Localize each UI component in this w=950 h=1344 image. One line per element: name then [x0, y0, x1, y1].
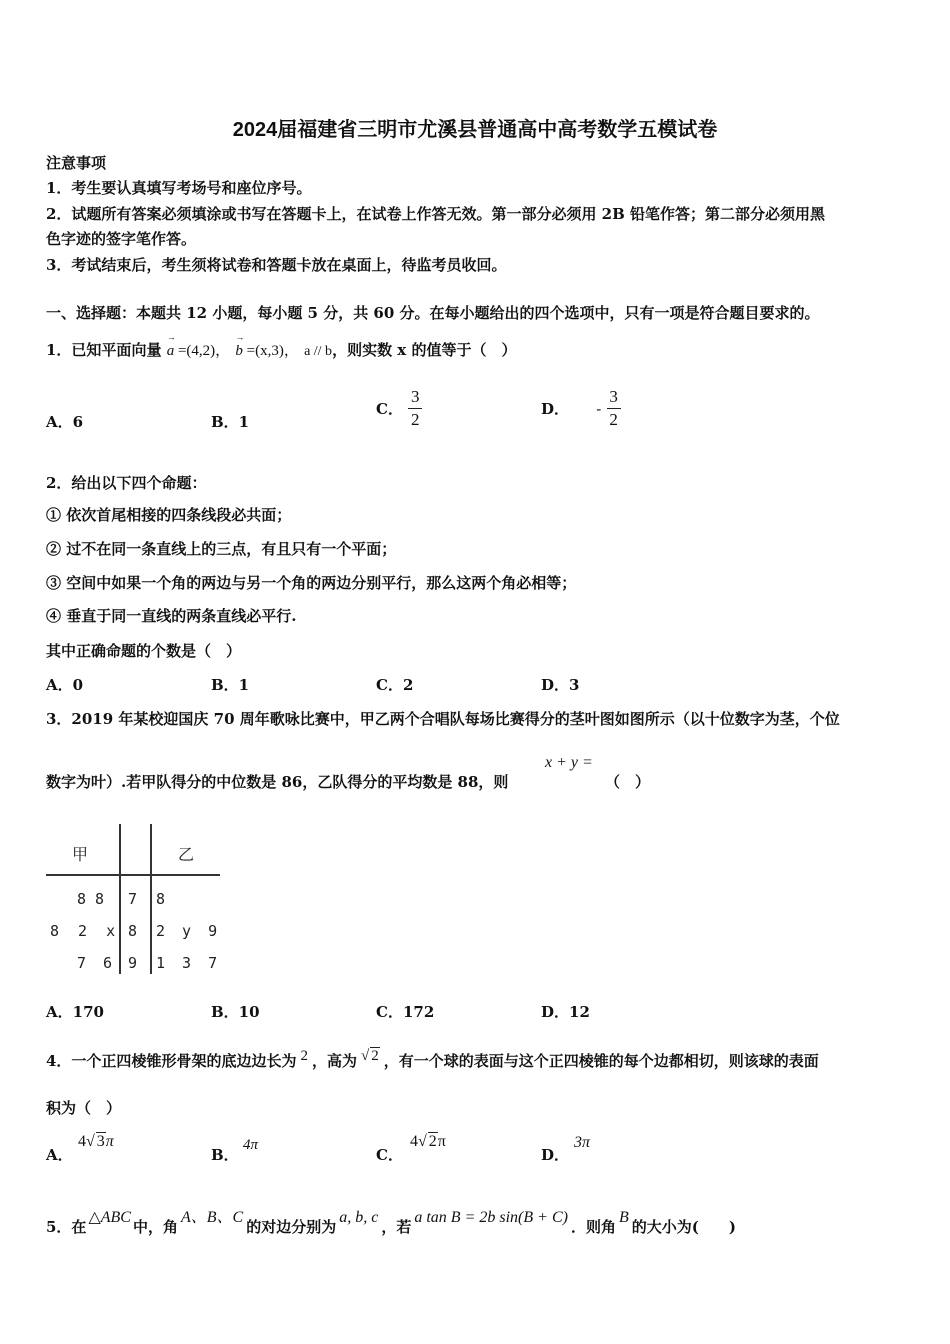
q3-option-d: D．12 [541, 1003, 590, 1021]
q4-sqrt: √ 2 [360, 1048, 379, 1064]
q1-parallel: a // b [304, 344, 333, 359]
q1-option-c: C． $\frac{3}{2}$ [376, 386, 422, 431]
q5-triangle: △ABC [88, 1209, 131, 1226]
q4-option-c: C． [376, 1146, 403, 1164]
question-4-line-1: 4．一个正四棱锥形骨架的底边边长为 2 ，高为 √ 2 ，有一个球的表面与这个正四棱锥的每个边都相切，则该球的表面 [46, 1048, 819, 1070]
stem-header-rule [46, 874, 220, 876]
stem-leaf-plot [40, 820, 230, 980]
q2-question: 其中正确命题的个数是（ ） [46, 642, 242, 660]
q4-option-d: D． [541, 1146, 570, 1164]
stem-leaf-row1-stem: 7 [128, 890, 138, 908]
stem-divider-left [119, 824, 121, 974]
q2-proposition-2: ② 过不在同一条直线上的三点，有且只有一个平面； [46, 540, 397, 558]
stem-leaf-row2-right: 2 y 9 [156, 922, 218, 940]
q1-prefix: 1．已知平面向量 [46, 341, 162, 359]
q4-option-d-value: 3π [574, 1134, 591, 1151]
question-3-line-1: 3．2019 年某校迎国庆 70 周年歌咏比赛中，甲乙两个合唱队每场比赛得分的茎叶图如图所示（以十位数字为茎，个位 [46, 710, 840, 728]
notice-heading: 注意事项 [46, 154, 107, 172]
q3-x-plus-y: x + y = [545, 754, 593, 771]
stem-leaf-row1-left: 8 8 [77, 890, 105, 908]
stem-leaf-row2-stem: 8 [128, 922, 138, 940]
stem-leaf-row2-left: 8 2 x [50, 922, 116, 940]
q1-option-d: D． - $\frac{3}{2}$ [541, 386, 621, 431]
q2-proposition-4: ④ 垂直于同一直线的两条直线必平行. [46, 607, 297, 625]
question-2-stem: 2．给出以下四个命题： [46, 474, 207, 492]
stem-leaf-row3-right: 1 3 7 [156, 954, 218, 972]
q5-angle-b: B [618, 1209, 629, 1226]
notice-item-2b: 色字迹的签字笔作答。 [46, 230, 197, 248]
q5-angles: A、B、C [180, 1209, 244, 1226]
q2-option-d: D．3 [541, 676, 580, 694]
q3-option-a: A．170 [46, 1003, 104, 1021]
stem-leaf-header-jia: 甲 [72, 845, 89, 864]
section-heading: 一、选择题：本题共 12 小题，每小题 5 分，共 60 分。在每小题给出的四个选项中，只有一项是符合题目要求的。 [46, 304, 820, 322]
stem-leaf-row3-left: 7 6 [77, 954, 113, 972]
stem-divider-right [150, 824, 152, 974]
q1-option-a: A．6 [46, 413, 84, 431]
q2-proposition-3: ③ 空间中如果一个角的两边与另一个角的两边分别平行，那么这两个角必相等； [46, 574, 577, 592]
q4-option-b-value: 4π [243, 1137, 259, 1153]
notice-item-2a: 2．试题所有答案必须填涂或书写在答题卡上，在试卷上作答无效。第一部分必须用 2B 铅笔作答；第二部分必须用黑 [46, 205, 826, 223]
q1-c-fraction: $\frac{3}{2}$ [408, 386, 422, 431]
q2-option-b: B．1 [211, 676, 250, 694]
q1-suffix: ，则实数 x 的值等于（ ） [332, 341, 517, 359]
question-1-stem [46, 339, 516, 360]
q5-sides: a, b, c [339, 1209, 379, 1226]
notice-item-1: 1．考生要认真填写考场号和座位序号。 [46, 179, 312, 197]
q3-option-b: B．10 [211, 1003, 260, 1021]
question-4-line-2: 积为（ ） [46, 1099, 122, 1117]
q4-option-b: B． [211, 1146, 239, 1164]
q5-equation: a tan B = 2b sin(B + C) [414, 1209, 568, 1226]
page-title: 2024届福建省三明市尤溪县普通高中高考数学五模试卷 [232, 119, 718, 141]
q4-option-c-value: 4√ 2π [410, 1133, 446, 1150]
stem-leaf-row3-stem: 9 [128, 954, 138, 972]
question-3-line-2: 数字为叶）.若甲队得分的中位数是 86，乙队得分的平均数是 88，则 [46, 773, 509, 791]
q1-d-fraction: $\frac{3}{2}$ [607, 386, 621, 431]
q2-proposition-1: ① 依次首尾相接的四条线段必共面； [46, 506, 292, 524]
q1-vector-a: → a =(4,2)， [167, 343, 230, 359]
q2-option-c: C．2 [376, 676, 414, 694]
q1-vector-b: → b =(x,3)， [235, 343, 298, 359]
q4-option-a: A． [46, 1146, 73, 1164]
question-5-stem: 5．在△ABC中，角A、B、C的对边分别为a, b, c，若a tan B = 2b sin(B + C)．则角B的大小为( ) [46, 1209, 736, 1236]
stem-leaf-row1-right: 8 [156, 890, 166, 908]
q4-option-a-value: 4√ 3π [78, 1133, 114, 1150]
stem-leaf-header-yi: 乙 [178, 845, 195, 864]
q3-option-c: C．172 [376, 1003, 435, 1021]
q1-option-b: B．1 [211, 413, 250, 431]
q2-option-a: A．0 [46, 676, 84, 694]
q3-paren: （ ） [605, 773, 651, 791]
notice-item-3: 3．考试结束后，考生须将试卷和答题卡放在桌面上，待监考员收回。 [46, 256, 507, 274]
